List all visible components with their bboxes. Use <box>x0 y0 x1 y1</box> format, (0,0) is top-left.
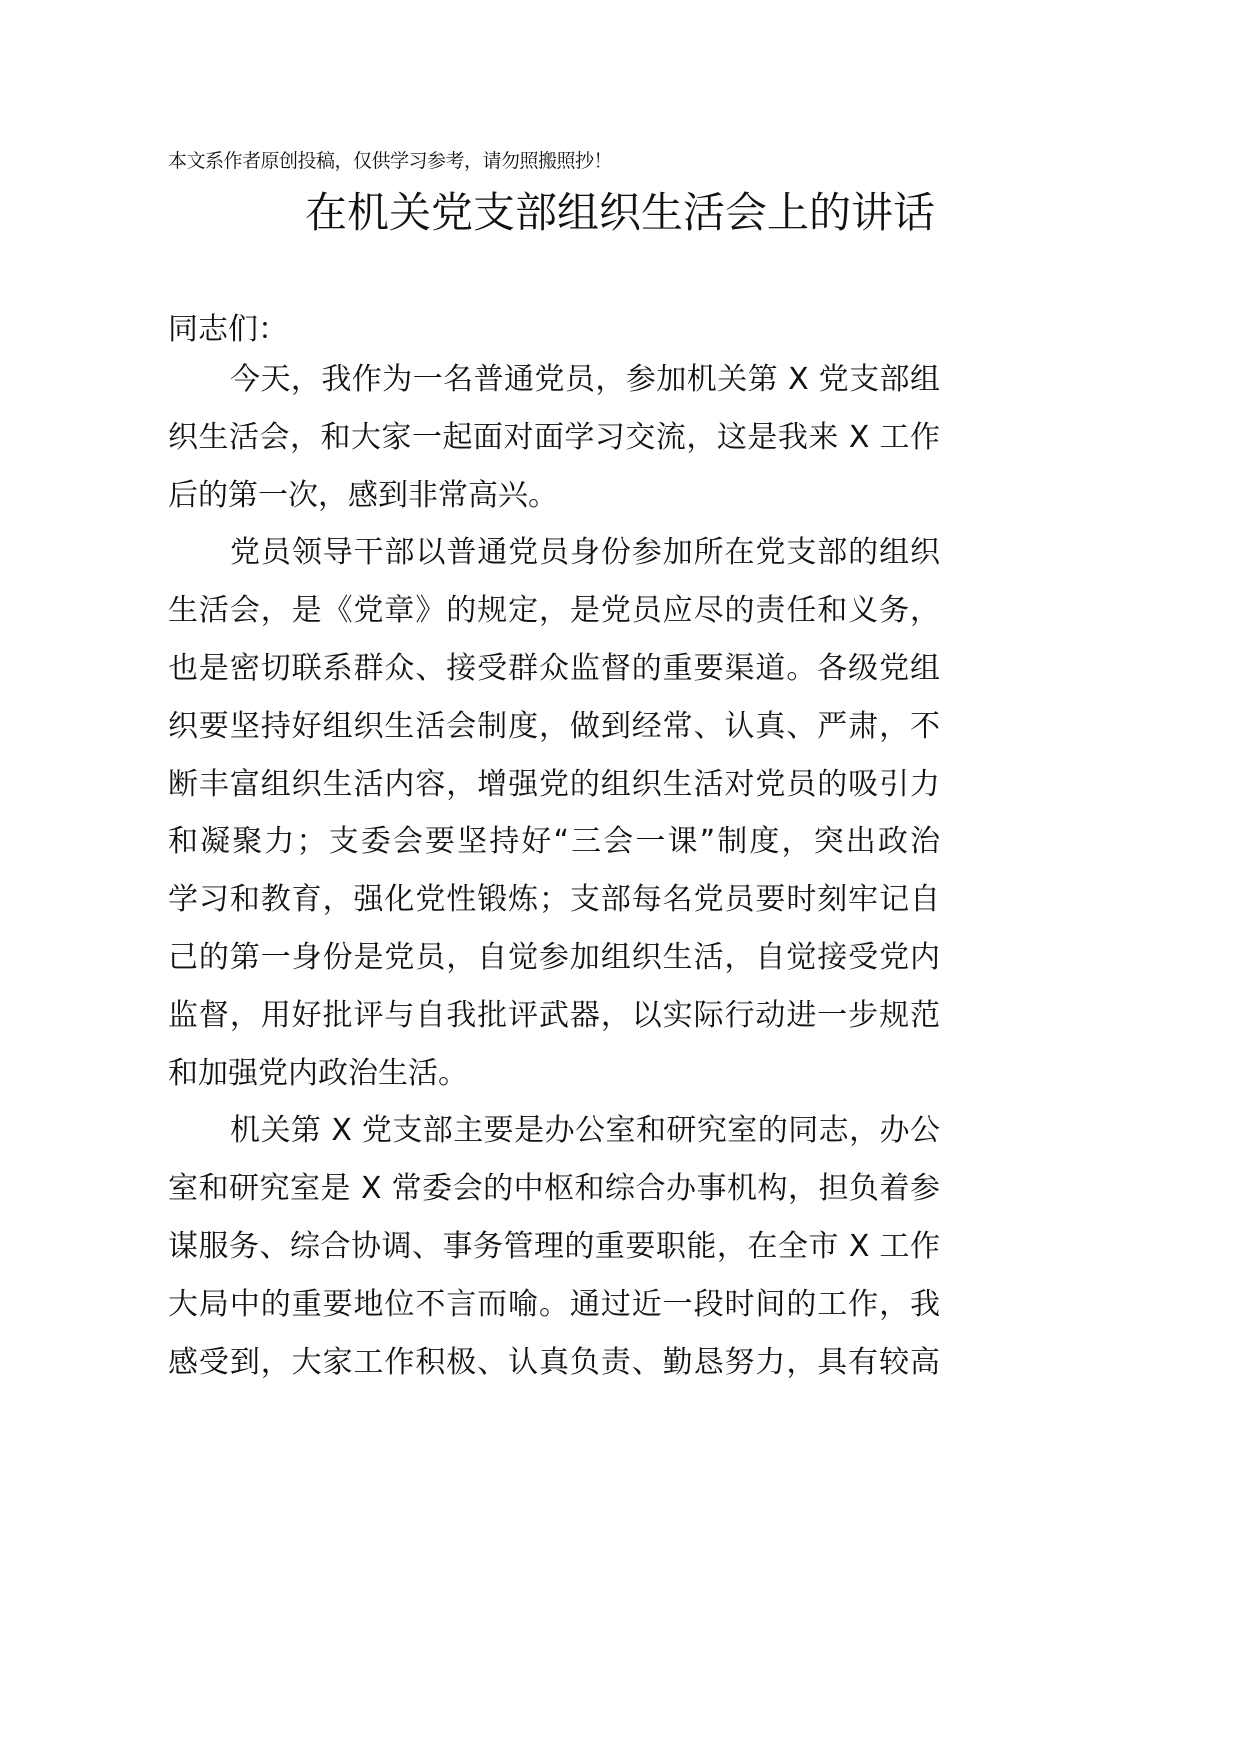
body-line: 大局中的重要地位不言而喻。通过近一段时间的工作，我 <box>168 1286 940 1322</box>
body-line: 后的第一次，感到非常高兴。 <box>168 477 558 513</box>
body-line: 和凝聚力；支委会要坚持好“三会一课”制度，突出政治 <box>168 824 940 860</box>
document-title: 在机关党支部组织生活会上的讲话 <box>304 188 935 237</box>
body-line: 己的第一身份是党员，自觉参加组织生活，自觉接受党内 <box>168 940 940 975</box>
body-line: 织要坚持好组织生活会制度，做到经常、认真、严肃，不 <box>168 708 940 744</box>
greeting: 同志们： <box>168 312 288 347</box>
body-line: 党员领导干部以普通党员身份参加所在党支部的组织 <box>230 535 940 571</box>
body-line: 今天，我作为一名普通党员，参加机关第 X 党支部组 <box>230 362 940 397</box>
body-line: 生活会，是《党章》的规定，是党员应尽的责任和义务， <box>168 593 940 629</box>
body-line: 室和研究室是 X 常委会的中枢和综合办事机构，担负着参 <box>168 1171 940 1207</box>
body-line: 织生活会，和大家一起面对面学习交流，这是我来 X 工作 <box>168 419 940 455</box>
body-line: 感受到，大家工作积极、认真负责、勤恳努力，具有较高 <box>168 1344 940 1380</box>
body-line: 机关第 X 党支部主要是办公室和研究室的同志，办公 <box>230 1113 940 1149</box>
body-line: 断丰富组织生活内容，增强党的组织生活对党员的吸引力 <box>168 766 940 802</box>
body-line: 监督，用好批评与自我批评武器，以实际行动进一步规范 <box>168 997 940 1033</box>
body-line: 学习和教育，强化党性锻炼；支部每名党员要时刻牢记自 <box>168 882 940 918</box>
body-line: 和加强党内政治生活。 <box>168 1055 468 1091</box>
body-line: 也是密切联系群众、接受群众监督的重要渠道。各级党组 <box>168 651 940 686</box>
copyright-note: 本文系作者原创投稿，仅供学习参考，请勿照搬照抄！ <box>168 150 613 172</box>
body-line: 谋服务、综合协调、事务管理的重要职能，在全市 X 工作 <box>168 1229 940 1264</box>
